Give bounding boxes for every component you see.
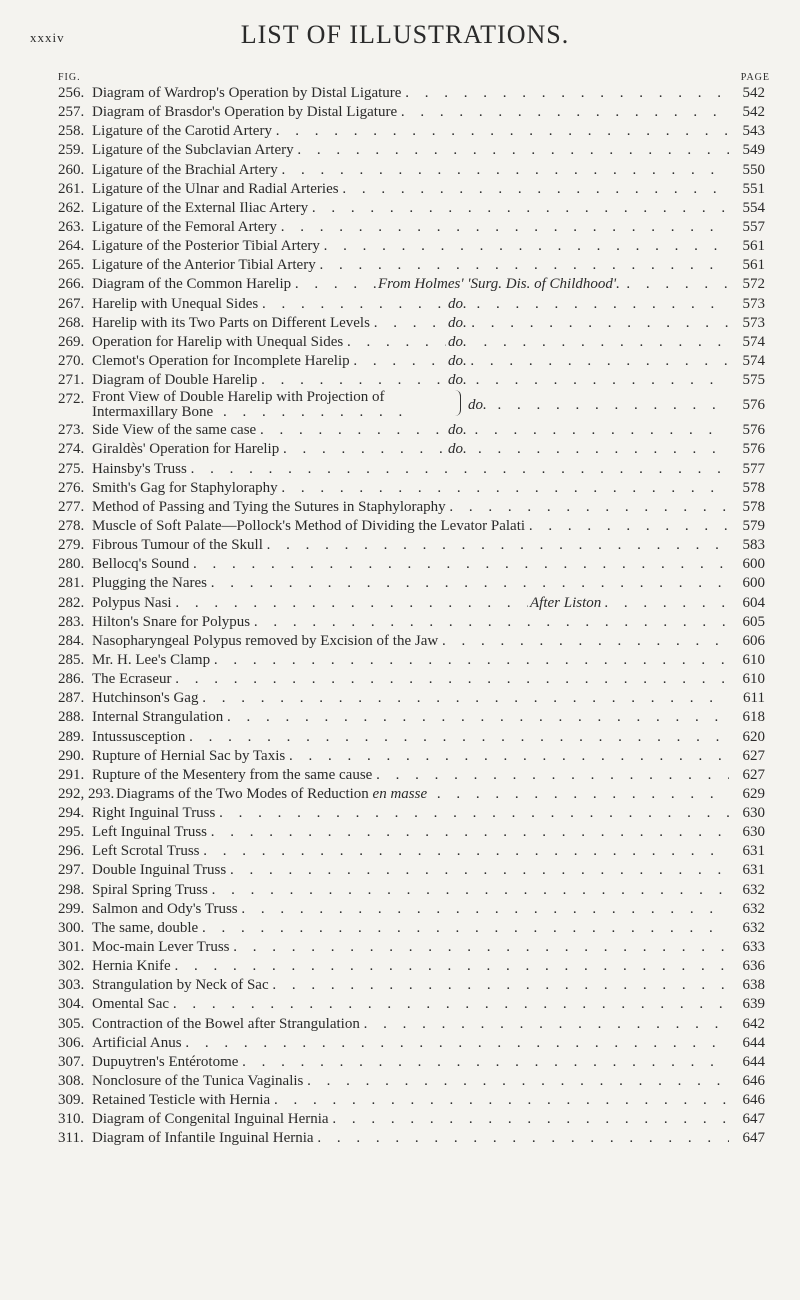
- entry-title: Contraction of the Bowel after Strangulation . . .: [92, 1015, 729, 1034]
- list-item: [58, 1015, 765, 1034]
- list-item: [58, 995, 765, 1014]
- list-item: [58, 613, 765, 632]
- list-item: [58, 594, 765, 613]
- fig-column-heading: FIG.: [58, 72, 81, 83]
- page-number: 575: [742, 372, 765, 389]
- entry-source: do.: [446, 314, 469, 333]
- figure-number: 267.: [58, 295, 85, 312]
- figure-number: 279.: [58, 537, 85, 554]
- page-number: 600: [742, 556, 765, 573]
- figure-number: 261.: [58, 180, 85, 197]
- figure-number: 297.: [58, 862, 85, 879]
- list-item: [58, 1110, 765, 1129]
- list-item: [58, 84, 765, 103]
- entry-title-line1: Front View of Double Harelip with Projection of: [92, 389, 385, 406]
- figure-number: 307.: [58, 1053, 85, 1070]
- list-item: [58, 141, 765, 160]
- entry-title: Mr. H. Lee's Clamp . . .: [92, 651, 729, 670]
- entry-title: Giraldès' Operation for Harelip . . .: [92, 440, 729, 459]
- page-number: 600: [742, 575, 765, 592]
- figure-number: 277.: [58, 498, 85, 515]
- entry-title: Ligature of the Anterior Tibial Artery . . .: [92, 256, 729, 275]
- list-item: [58, 421, 765, 440]
- entry-title: Ligature of the External Iliac Artery . . .: [92, 199, 729, 218]
- figure-number: 299.: [58, 900, 85, 917]
- figure-number: 298.: [58, 881, 85, 898]
- list-item: [58, 199, 765, 218]
- entry-title: The Ecraseur . . .: [92, 670, 729, 689]
- figure-number: 269.: [58, 333, 85, 350]
- list-item: [58, 237, 765, 256]
- entry-title: Hilton's Snare for Polypus . . .: [92, 613, 729, 632]
- entry-title: Smith's Gag for Staphyloraphy . . .: [92, 479, 729, 498]
- entry-title: Diagram of Infantile Inguinal Hernia . . .: [92, 1129, 729, 1148]
- figure-number: 301.: [58, 939, 85, 956]
- figure-number: 295.: [58, 824, 85, 841]
- leader-dots: [478, 396, 729, 415]
- entry-title-italic: en masse: [372, 785, 428, 802]
- page-number: 631: [742, 862, 765, 879]
- list-item: [58, 314, 765, 333]
- entry-title: Harelip with its Two Parts on Different Levels . . .: [92, 314, 729, 333]
- figure-number: 274.: [58, 441, 85, 458]
- entry-title: Hutchinson's Gag . . .: [92, 689, 729, 708]
- list-item: [58, 823, 765, 842]
- page-number: 638: [742, 977, 765, 994]
- page-number: 549: [742, 142, 765, 159]
- list-item: [58, 218, 765, 237]
- entry-title: Spiral Spring Truss . . .: [92, 881, 729, 900]
- entry-title: Bellocq's Sound . . .: [92, 555, 729, 574]
- figure-number: 289.: [58, 728, 85, 745]
- figure-number: 281.: [58, 575, 85, 592]
- entry-title: Operation for Harelip with Unequal Sides . . .: [92, 333, 729, 352]
- entry-title: Diagram of the Common Harelip . . .: [92, 275, 729, 294]
- entry-source: do.: [446, 440, 469, 459]
- page-number: 542: [742, 104, 765, 121]
- list-item: [58, 708, 765, 727]
- entry-title: Muscle of Soft Palate—Pollock's Method of Dividing the Levator Palati . . .: [92, 517, 729, 536]
- figure-number: 287.: [58, 690, 85, 707]
- entry-source: do.: [446, 295, 469, 314]
- figure-number: 285.: [58, 651, 85, 668]
- entry-title: Diagram of Brasdor's Operation by Distal Ligature . . .: [92, 103, 729, 122]
- page-number: 610: [742, 651, 765, 668]
- page-number: 551: [742, 180, 765, 197]
- figure-number: 256.: [58, 85, 85, 101]
- entry-title: Dupuytren's Entérotome . . .: [92, 1053, 729, 1072]
- figure-number: 308.: [58, 1073, 85, 1090]
- list-item: [58, 295, 765, 314]
- figure-number: 280.: [58, 556, 85, 573]
- page-number: 543: [742, 123, 765, 140]
- illustrations-list: [58, 84, 765, 1149]
- list-item: [58, 900, 765, 919]
- entry-title: Ligature of the Subclavian Artery . . .: [92, 141, 729, 160]
- entry-title: Fibrous Tumour of the Skull . . .: [92, 536, 729, 555]
- entry-title: Double Inguinal Truss . . .: [92, 861, 729, 880]
- page-roman-numeral: xxxiv: [30, 30, 65, 45]
- figure-number: 303.: [58, 977, 85, 994]
- page-number: 604: [742, 594, 765, 611]
- figure-number: 296.: [58, 843, 85, 860]
- page-number: 642: [742, 1015, 765, 1032]
- list-item: [58, 352, 765, 371]
- page-header: [30, 2, 780, 52]
- page-number: 561: [742, 238, 765, 255]
- page-number: 620: [742, 728, 765, 745]
- list-item: [58, 785, 765, 804]
- figure-number: 265.: [58, 257, 85, 274]
- page-number: 627: [742, 747, 765, 764]
- entry-title: Left Inguinal Truss . . .: [92, 823, 729, 842]
- list-item: [58, 103, 765, 122]
- figure-number: 276.: [58, 479, 85, 496]
- figure-number: 259.: [58, 142, 85, 159]
- entry-source: do.: [446, 371, 469, 390]
- page-number: 633: [742, 939, 765, 956]
- entry-title: Left Scrotal Truss . . .: [92, 842, 729, 861]
- entry-title: Ligature of the Ulnar and Radial Arteries . . .: [92, 180, 729, 199]
- figure-number: 257.: [58, 104, 85, 121]
- entry-title: Intussusception . . .: [92, 728, 729, 747]
- page-number: 632: [742, 919, 765, 936]
- figure-number: 272.: [58, 391, 85, 408]
- figure-number: 263.: [58, 218, 85, 235]
- figure-number: 278.: [58, 517, 85, 534]
- page-number: 605: [742, 613, 765, 630]
- page-number: 630: [742, 805, 765, 822]
- page-number: 576: [742, 422, 765, 439]
- figure-number: 260.: [58, 161, 85, 178]
- page-number: 639: [742, 996, 765, 1013]
- figure-number: 310.: [58, 1111, 85, 1128]
- entry-title: Ligature of the Femoral Artery . . .: [92, 218, 729, 237]
- entry-source: do.: [446, 352, 469, 371]
- list-item: [58, 256, 765, 275]
- figure-number: 268.: [58, 314, 85, 331]
- entry-title: Ligature of the Posterior Tibial Artery . . .: [92, 237, 729, 256]
- entry-title: The same, double . . .: [92, 919, 729, 938]
- entry-title-line2: Intermaxillary Bone . . .: [92, 403, 412, 422]
- list-item: [58, 440, 765, 459]
- page-number: 574: [742, 333, 765, 350]
- list-item: [58, 574, 765, 593]
- list-item: [58, 766, 765, 785]
- list-item: [58, 1129, 765, 1148]
- page-number: 578: [742, 479, 765, 496]
- page-number: 610: [742, 671, 765, 688]
- entry-title: Harelip with Unequal Sides . . .: [92, 295, 729, 314]
- figure-number: 288.: [58, 709, 85, 726]
- page-number: 632: [742, 900, 765, 917]
- page-number: 629: [742, 785, 765, 802]
- entry-title: Polypus Nasi . . .: [92, 594, 729, 613]
- entry-source: do.: [446, 421, 469, 440]
- list-item: [58, 460, 765, 479]
- entry-title: Nonclosure of the Tunica Vaginalis . . .: [92, 1072, 729, 1091]
- entry-title: Diagram of Wardrop's Operation by Distal Ligature . . .: [92, 84, 729, 103]
- page-number: 627: [742, 766, 765, 783]
- entry-title: Clemot's Operation for Incomplete Harelip . . .: [92, 352, 729, 371]
- list-item: [58, 517, 765, 536]
- figure-number: 266.: [58, 276, 85, 293]
- list-item: [58, 275, 765, 294]
- page-number: 576: [742, 441, 765, 458]
- list-item: [58, 651, 765, 670]
- list-item: [58, 842, 765, 861]
- entry-title: Artificial Anus . . .: [92, 1034, 729, 1053]
- page-column-heading: PAGE: [740, 72, 770, 83]
- list-item: [58, 861, 765, 880]
- entry-title: Nasopharyngeal Polypus removed by Excision of the Jaw . . .: [92, 632, 729, 651]
- entry-title: Hainsby's Truss . . .: [92, 460, 729, 479]
- list-item: [58, 881, 765, 900]
- entry-title: Ligature of the Carotid Artery . . .: [92, 122, 729, 141]
- figure-number: 311.: [58, 1130, 84, 1147]
- entry-source: After Liston: [528, 594, 603, 613]
- page-number: 554: [742, 199, 765, 216]
- list-item: [58, 689, 765, 708]
- page-title: LIST OF ILLUSTRATIONS.: [240, 20, 570, 49]
- entry-title: Rupture of Hernial Sac by Taxis . . .: [92, 747, 729, 766]
- figure-number: 302.: [58, 958, 85, 975]
- figure-number: 286.: [58, 671, 85, 688]
- page-number: 636: [742, 958, 765, 975]
- page-number: 573: [742, 314, 765, 331]
- list-item: [58, 333, 765, 352]
- entry-title: Diagram of Double Harelip . . .: [92, 371, 729, 390]
- figure-number: 270.: [58, 352, 85, 369]
- page-number: 573: [742, 295, 765, 312]
- list-item: [58, 479, 765, 498]
- figure-number: 309.: [58, 1092, 85, 1109]
- list-item: [58, 390, 765, 421]
- list-item: [58, 1091, 765, 1110]
- entry-title: Side View of the same case . . .: [92, 421, 729, 440]
- list-item: [58, 122, 765, 141]
- page-number: 647: [742, 1130, 765, 1147]
- list-item: [58, 536, 765, 555]
- figure-number: 290.: [58, 747, 85, 764]
- entry-source: do.: [466, 396, 489, 415]
- page-number: 630: [742, 824, 765, 841]
- figure-number: 284.: [58, 632, 85, 649]
- page-number: 576: [742, 397, 765, 414]
- figure-number: 291.: [58, 766, 85, 783]
- figure-number: 258.: [58, 123, 85, 140]
- page-number: 646: [742, 1073, 765, 1090]
- entry-title: Rupture of the Mesentery from the same cause . . .: [92, 766, 729, 785]
- list-item: [58, 1034, 765, 1053]
- figure-number: 271.: [58, 372, 85, 389]
- list-item: [58, 670, 765, 689]
- entry-title: Right Inguinal Truss . . .: [92, 804, 729, 823]
- entry-title: Retained Testicle with Hernia . . .: [92, 1091, 729, 1110]
- page-number: 606: [742, 632, 765, 649]
- list-item: [58, 919, 765, 938]
- page-number: 646: [742, 1092, 765, 1109]
- figure-number: 282.: [58, 594, 85, 611]
- entry-title: Moc-main Lever Truss . . .: [92, 938, 729, 957]
- page-number: 644: [742, 1053, 765, 1070]
- page-number: 632: [742, 881, 765, 898]
- list-item: [58, 498, 765, 517]
- page-number: 578: [742, 498, 765, 515]
- entry-source: do.: [446, 333, 469, 352]
- figure-number: 264.: [58, 238, 85, 255]
- list-item: [58, 1053, 765, 1072]
- entry-title: Ligature of the Brachial Artery . . .: [92, 161, 729, 180]
- entry-title: Omental Sac . . .: [92, 995, 729, 1014]
- entry-title: Strangulation by Neck of Sac . . .: [92, 976, 729, 995]
- list-item: [58, 957, 765, 976]
- entry-source: From Holmes' 'Surg. Dis. of Childhood'.: [376, 275, 622, 294]
- figure-number: 306.: [58, 1034, 85, 1051]
- entry-title: Diagrams of the Two Modes of Reduction en masse . . .: [116, 785, 729, 804]
- figure-number: 304.: [58, 996, 85, 1013]
- list-item: [58, 1072, 765, 1091]
- page-number: 561: [742, 257, 765, 274]
- page-number: 618: [742, 709, 765, 726]
- page-number: 572: [742, 276, 765, 293]
- list-item: [58, 161, 765, 180]
- entry-title: Plugging the Nares . . .: [92, 574, 729, 593]
- figure-number: 275.: [58, 460, 85, 477]
- page-number: 631: [742, 843, 765, 860]
- figure-number: 283.: [58, 613, 85, 630]
- entry-title: Internal Strangulation . . .: [92, 708, 729, 727]
- page-number: 644: [742, 1034, 765, 1051]
- figure-number: 262.: [58, 199, 85, 216]
- entry-title: Method of Passing and Tying the Sutures in Staphyloraphy . . .: [92, 498, 729, 517]
- page-number: 579: [742, 517, 765, 534]
- page-number: 574: [742, 352, 765, 369]
- list-item: [58, 976, 765, 995]
- list-item: [58, 747, 765, 766]
- figure-number: 300.: [58, 919, 85, 936]
- list-item: [58, 632, 765, 651]
- page-number: 550: [742, 161, 765, 178]
- page-number: 611: [743, 690, 765, 707]
- entry-title: Salmon and Ody's Truss . . .: [92, 900, 729, 919]
- page-number: 577: [742, 460, 765, 477]
- page-number: 647: [742, 1111, 765, 1128]
- entry-title: Hernia Knife . . .: [92, 957, 729, 976]
- brace-icon: [454, 390, 461, 416]
- list-item: [58, 180, 765, 199]
- page-number: 583: [742, 537, 765, 554]
- list-item: [58, 804, 765, 823]
- list-item: [58, 555, 765, 574]
- page-number: 557: [742, 218, 765, 235]
- figure-number: 305.: [58, 1015, 85, 1032]
- list-item: [58, 728, 765, 747]
- page-number: 542: [742, 85, 765, 101]
- figure-number: 273.: [58, 422, 85, 439]
- figure-number: 294.: [58, 805, 85, 822]
- entry-title: Diagram of Congenital Inguinal Hernia . . .: [92, 1110, 729, 1129]
- list-item: [58, 938, 765, 957]
- figure-number: 292, 293.: [58, 785, 115, 802]
